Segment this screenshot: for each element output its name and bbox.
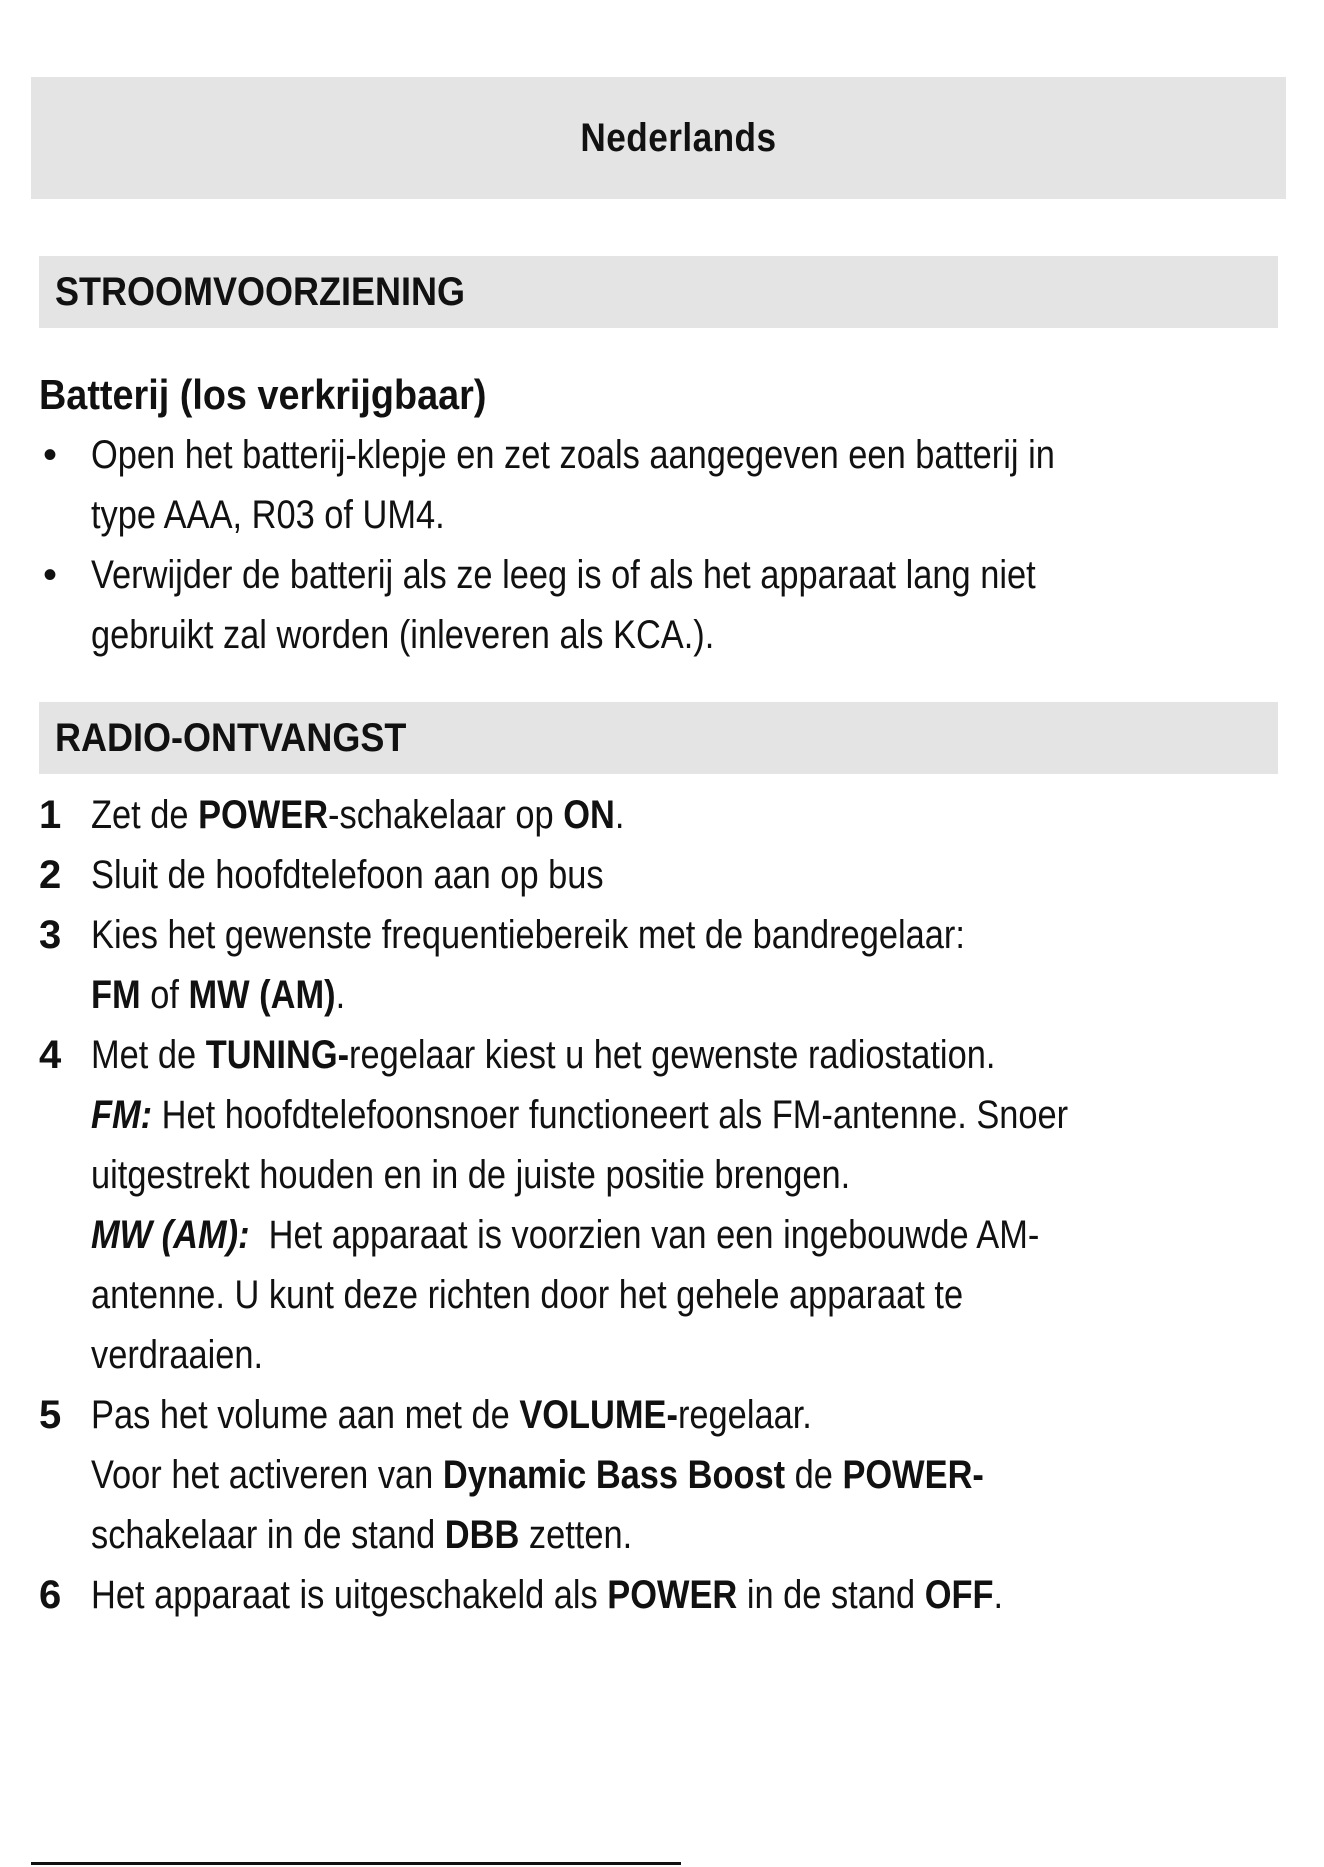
radio-section-content xyxy=(39,785,1279,1625)
battery-subheading: Batterij (los verkrijgbaar) xyxy=(39,371,487,418)
bullet-icon: • xyxy=(43,433,58,477)
bullet-icon: • xyxy=(43,553,58,597)
footer-rule xyxy=(31,1862,681,1865)
step-text: Zet de POWER-schakelaar op ON. xyxy=(91,793,625,837)
list-item-text: Open het batterij-klepje en zet zoals aangegeven een batterij in xyxy=(91,433,1055,477)
step-text: FM of MW (AM). xyxy=(91,973,346,1017)
step-text: Sluit de hoofdtelefoon aan op bus xyxy=(91,853,604,897)
section-header-power xyxy=(39,256,1278,328)
section-header-radio xyxy=(39,702,1278,774)
step-text: Pas het volume aan met de VOLUME-regelaar. xyxy=(91,1393,812,1437)
step-number: 3 xyxy=(39,913,62,957)
list-item-text: type AAA, R03 of UM4. xyxy=(91,493,445,537)
list-item-text: gebruikt zal worden (inleveren als KCA.). xyxy=(91,613,715,657)
section-title-power: STROOMVOORZIENING xyxy=(55,269,466,314)
step-number: 1 xyxy=(39,793,62,837)
step-item xyxy=(39,785,1279,845)
step-item xyxy=(39,1025,1279,1385)
step-item xyxy=(39,1385,1279,1565)
step-text: Kies het gewenste frequentiebereik met de bandregelaar: xyxy=(91,913,965,957)
list-item-text: Verwijder de batterij als ze leeg is of als het apparaat lang niet xyxy=(91,553,1036,597)
step-item xyxy=(39,845,1279,905)
language-header xyxy=(31,77,1286,199)
step-item xyxy=(39,905,1279,1025)
step-text: Het apparaat is uitgeschakeld als POWER in de stand OFF. xyxy=(91,1573,1004,1617)
list-item xyxy=(39,425,1279,545)
step-text: Voor het activeren van Dynamic Bass Boost de POWER- xyxy=(91,1453,984,1497)
step-number: 2 xyxy=(39,853,62,897)
step-text: schakelaar in de stand DBB zetten. xyxy=(91,1513,633,1557)
power-section-content xyxy=(39,365,1279,665)
fm-note: FM: Het hoofdtelefoonsnoer functioneert als FM-antenne. Snoer xyxy=(91,1093,1069,1137)
section-title-radio: RADIO-ONTVANGST xyxy=(55,715,407,760)
step-item xyxy=(39,1565,1279,1625)
mw-note-cont: antenne. U kunt deze richten door het gehele apparaat te xyxy=(91,1273,964,1317)
language-title: Nederlands xyxy=(580,115,777,160)
step-text: Met de TUNING-regelaar kiest u het gewenste radiostation. xyxy=(91,1033,996,1077)
fm-note-cont: uitgestrekt houden en in de juiste positie brengen. xyxy=(91,1153,851,1197)
mw-note: MW (AM): Het apparaat is voorzien van een ingebouwde AM- xyxy=(91,1213,1040,1257)
step-number: 5 xyxy=(39,1393,62,1437)
step-number: 6 xyxy=(39,1573,62,1617)
mw-note-cont: verdraaien. xyxy=(91,1333,264,1377)
list-item xyxy=(39,545,1279,665)
step-number: 4 xyxy=(39,1033,62,1077)
